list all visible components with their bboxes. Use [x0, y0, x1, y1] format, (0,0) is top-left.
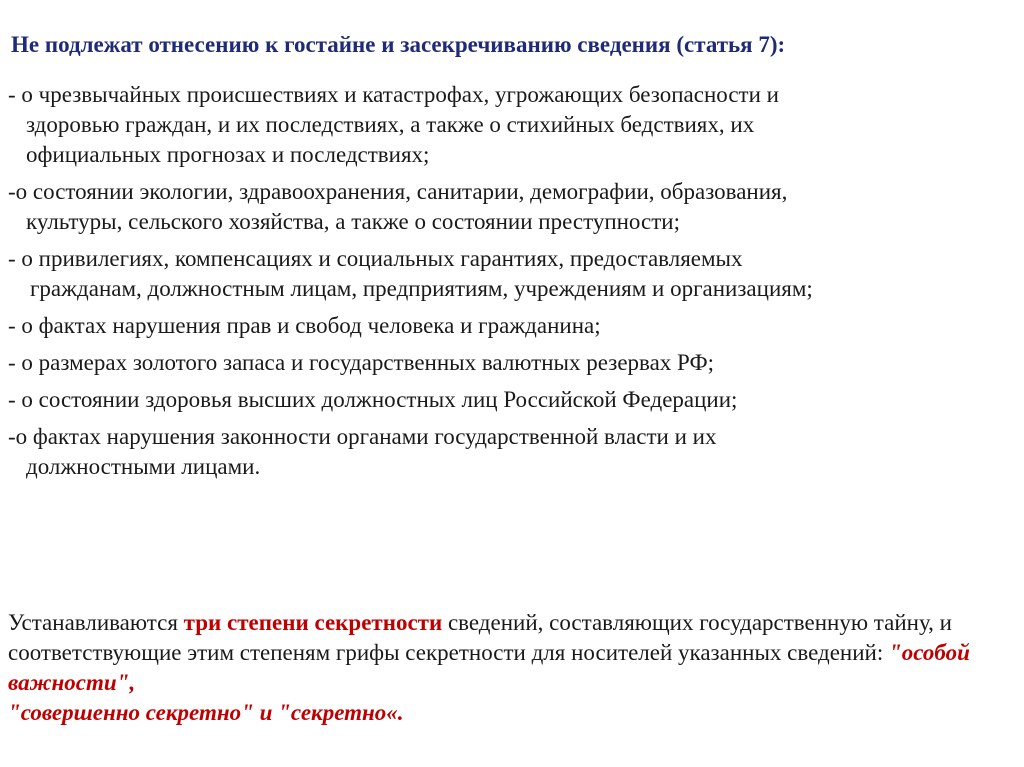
secrecy-degrees-highlight: три степени секретности — [183, 610, 443, 635]
list-item-line: - о фактах нарушения прав и свобод человека и гражданина; — [8, 313, 601, 338]
list-item — [8, 244, 1018, 304]
list-item-line: - о состоянии здоровья высших должностных лиц Российской Федерации; — [8, 387, 738, 412]
list-item — [8, 348, 1018, 378]
slide-heading: Не подлежат отнесению к гостайне и засекречиванию сведения (статья 7): — [11, 32, 786, 57]
list-item-line: -о состоянии экологии, здравоохранения, санитарии, демографии, образования, — [8, 179, 788, 204]
list-item-line: - о чрезвычайных происшествиях и катастрофах, угрожающих безопасности и — [8, 82, 779, 107]
list-item-line: - о размерах золотого запаса и государственных валютных резервах РФ; — [8, 350, 715, 375]
list-item-line: официальных прогнозах и последствиях; — [26, 142, 430, 167]
list-item — [8, 80, 1018, 170]
list-item-line: должностными лицами. — [26, 454, 261, 479]
grif-special-importance: "особой важности", — [8, 640, 970, 695]
secrecy-levels-paragraph — [8, 608, 1018, 728]
list-item-line: здоровью граждан, и их последствиях, а также о стихийных бедствиях, их — [26, 112, 755, 137]
list-item — [8, 177, 1018, 237]
paragraph-text: сведений, составляющих государственную тайну, и соответствующие этим степеням грифы секретности для носителей указанных сведений: — [8, 610, 952, 665]
list-item-line: -о фактах нарушения законности органами государственной власти и их — [8, 424, 717, 449]
paragraph-text: Устанавливаются — [8, 610, 184, 635]
list-item-line: - о привилегиях, компенсациях и социальных гарантиях, предоставляемых — [8, 246, 743, 271]
list-item-line: культуры, сельского хозяйства, а также о состоянии преступности; — [26, 209, 680, 234]
list-item — [8, 311, 1018, 341]
exceptions-list — [8, 80, 1018, 489]
list-item — [8, 422, 1018, 482]
list-item-line: гражданам, должностным лицам, предприятиям, учреждениям и организациям; — [30, 276, 813, 301]
grif-top-secret-and-secret: "совершенно секретно" и "секретно«. — [8, 700, 404, 725]
list-item — [8, 385, 1018, 415]
